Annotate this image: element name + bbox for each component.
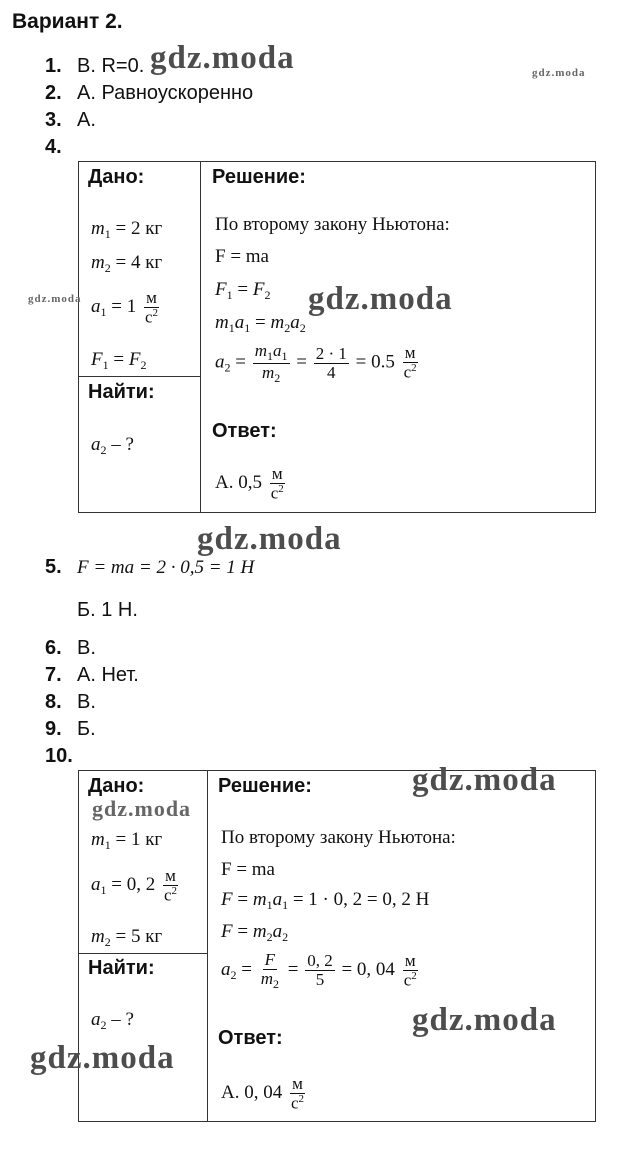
- answer-header: Ответ:: [218, 1027, 283, 1049]
- formula-a2: $a_2$ = $\frac{F}{m_2}$ = $\frac{0, 2}{5}$ = 0, 04 $\frac{м}{с^2}$: [221, 950, 417, 991]
- watermark-logo: gdz.moda: [30, 1040, 175, 1076]
- list-item: [45, 637, 96, 660]
- item-number: 9.: [45, 718, 62, 740]
- formula-f-calc: $F = m_1a_1 = 1 \cdot 0$, 2 = 0, 2 Н: [221, 889, 430, 912]
- given-header: Дано:: [88, 166, 145, 188]
- find-a2: $a_2$ – ?: [91, 1009, 134, 1032]
- item-number: 1.: [45, 55, 62, 77]
- item-number: 8.: [45, 691, 62, 713]
- formula-f: F = ma: [221, 859, 275, 880]
- page-title: Вариант 2.: [12, 10, 123, 33]
- item-number: 5.: [45, 556, 62, 578]
- answer-header: Ответ:: [212, 420, 277, 442]
- newton-law-text: По второму закону Ньютона:: [221, 827, 456, 848]
- given-m2: $m_2 = 4$ кг: [91, 252, 163, 275]
- watermark-logo: gdz.moda: [412, 762, 557, 798]
- solution-header: Решение:: [212, 166, 306, 188]
- item-text: Б. 1 Н.: [77, 599, 138, 621]
- item-number: 2.: [45, 82, 62, 104]
- watermark-logo: gdz.moda: [28, 293, 82, 305]
- watermark-logo: gdz.moda: [308, 281, 453, 317]
- item-formula: F = ma = 2 · 0,5 = 1 Н: [77, 557, 255, 578]
- find-header: Найти:: [88, 957, 155, 979]
- answer-value: А. 0,5 $\frac{м}{с^2}$: [215, 464, 284, 503]
- item-number: 4.: [45, 136, 62, 158]
- formula-f-m2a2: $F = m_2a_2$: [221, 921, 289, 944]
- item-text: В.: [77, 691, 96, 713]
- formula-m1a1: $m_1a_1 = m_2a_2$: [215, 312, 306, 335]
- answer-value: А. 0, 04 $\frac{м}{с^2}$: [221, 1074, 305, 1113]
- find-header: Найти:: [88, 381, 155, 403]
- item-text: А.: [77, 109, 96, 131]
- watermark-logo: gdz.moda: [150, 40, 295, 76]
- item-number: 6.: [45, 637, 62, 659]
- formula-f1-f2: $F_1 = F_2$: [215, 279, 271, 302]
- formula-a2: $a_2$ = $\frac{m_1a_1}{m_2}$ = $\frac{2 \cdot 1}{4}$ = 0.5 $\frac{м}{с^2}$: [215, 341, 417, 385]
- solution-header: Решение:: [218, 775, 312, 797]
- item-number: 10.: [45, 745, 73, 767]
- item-number: 7.: [45, 664, 62, 686]
- item-text: А. Нет.: [77, 664, 139, 686]
- list-item: [45, 82, 253, 105]
- item-text: В.: [77, 637, 96, 659]
- list-item: [45, 718, 96, 741]
- item-text: А. Равноускоренно: [77, 82, 254, 104]
- list-item: [77, 599, 138, 622]
- given-a1: $a_1 = 0$, 2 $\frac{м}{с^2}$: [91, 866, 178, 905]
- watermark-logo: gdz.moda: [92, 796, 192, 821]
- given-header: Дано:: [88, 775, 145, 797]
- list-item: [45, 136, 77, 159]
- list-item: [45, 664, 139, 687]
- given-forces: $F_1 = F_2$: [91, 349, 147, 372]
- watermark-logo: gdz.moda: [412, 1002, 557, 1038]
- watermark-logo: gdz.moda: [197, 521, 342, 557]
- given-a1: $a_1 = 1$ $\frac{м}{с^2}$: [91, 288, 159, 327]
- given-m2: $m_2 = 5$ кг: [91, 926, 163, 949]
- task4-solution-table: [78, 161, 596, 513]
- given-m1: $m_1 = 1$ кг: [91, 829, 163, 852]
- find-a2: $a_2$ – ?: [91, 434, 134, 457]
- list-item: [45, 556, 254, 579]
- item-number: 3.: [45, 109, 62, 131]
- list-item: [45, 55, 144, 78]
- item-text: В. R=0.: [77, 55, 145, 77]
- list-item: [45, 109, 96, 132]
- formula-f: F = ma: [215, 246, 269, 267]
- watermark-logo: gdz.moda: [532, 67, 586, 79]
- list-item: [45, 691, 96, 714]
- item-text: Б.: [77, 718, 96, 740]
- given-m1: $m_1 = 2$ кг: [91, 218, 163, 241]
- newton-law-text: По второму закону Ньютона:: [215, 214, 450, 235]
- list-item: [45, 745, 77, 768]
